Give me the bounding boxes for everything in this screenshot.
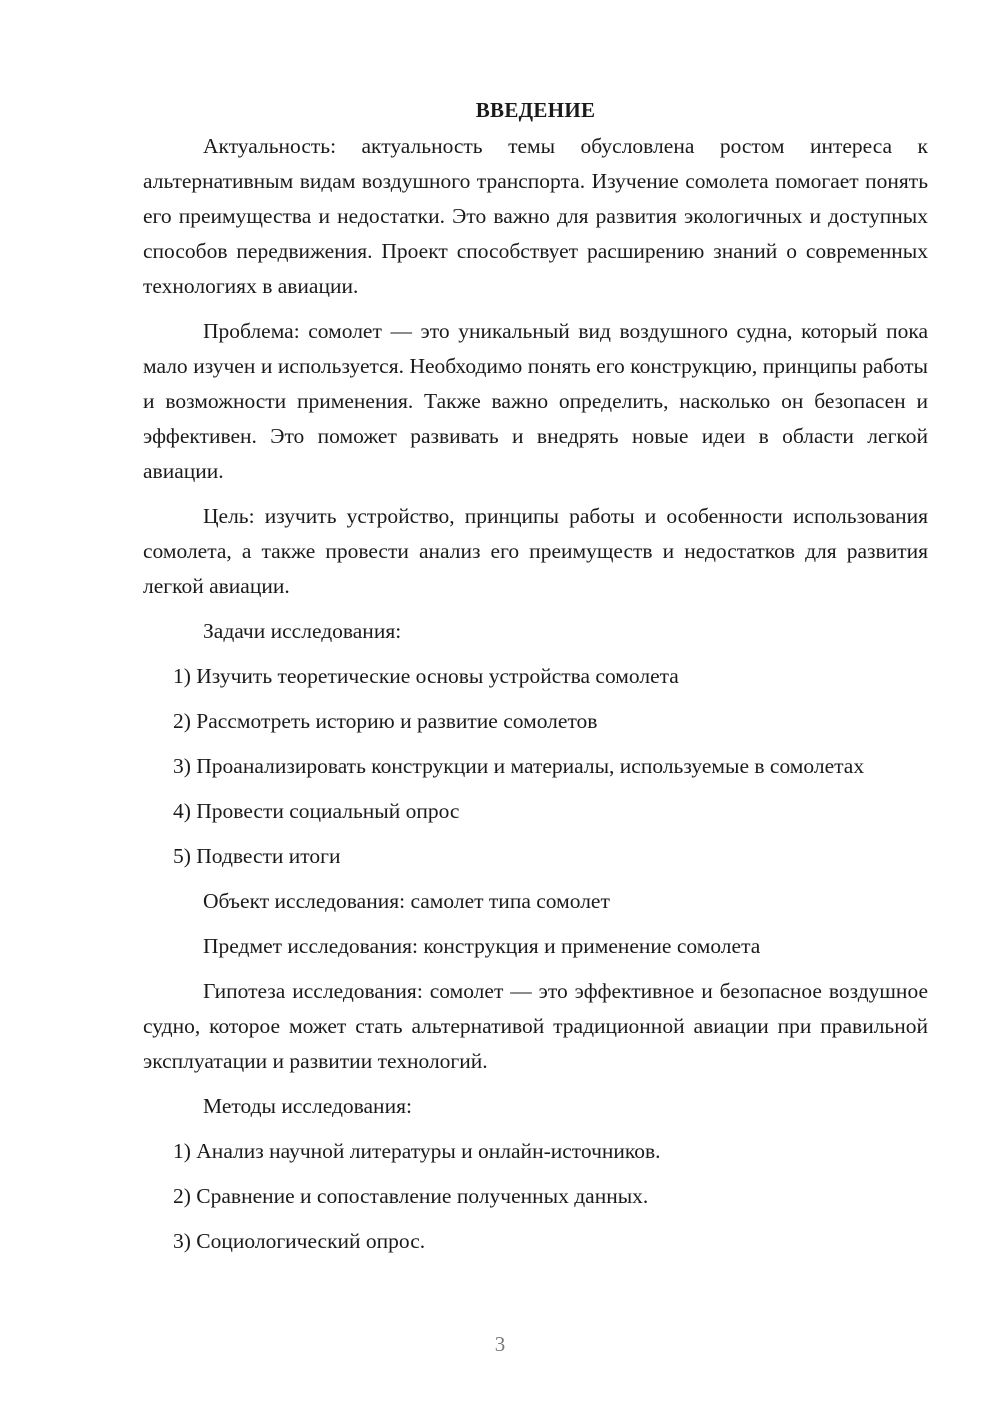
method-item: 1) Анализ научной литературы и онлайн-источников. [173, 1139, 661, 1163]
goal-paragraph: Цель: изучить устройство, принципы работы и особенности использования сомолета, а также провести анализ его преимуществ и недостатков для развития легкой авиации. [143, 504, 928, 598]
task-item: 5) Подвести итоги [173, 844, 341, 868]
method-item: 3) Социологический опрос. [173, 1229, 426, 1253]
problem-paragraph: Проблема: сомолет — это уникальный вид воздушного судна, который пока мало изучен и используется. Необходимо понять его конструкцию, принципы работы и возможности применения. Также важно определить, насколько он безопасен и эффективен. Это поможет развивать и внедрять новые идеи в области легкой авиации. [143, 319, 928, 483]
tasks-heading: Задачи исследования: [203, 619, 402, 643]
method-item: 2) Сравнение и сопоставление полученных данных. [173, 1184, 649, 1208]
task-item: 4) Провести социальный опрос [173, 799, 460, 823]
section-title: ВВЕДЕНИЕ [475, 98, 596, 122]
subject-line: Предмет исследования: конструкция и применение сомолета [203, 934, 761, 958]
task-item: 2) Рассмотреть историю и развитие сомолетов [173, 709, 598, 733]
methods-heading: Методы исследования: [203, 1094, 412, 1118]
page-number: 3 [494, 1332, 506, 1356]
hypothesis-paragraph: Гипотеза исследования: сомолет — это эффективное и безопасное воздушное судно, которое может стать альтернативой традиционной авиации при правильной эксплуатации и развитии технологий. [143, 979, 928, 1073]
task-item: 1) Изучить теоретические основы устройства сомолета [173, 664, 679, 688]
object-line: Объект исследования: самолет типа сомолет [203, 889, 610, 913]
relevance-paragraph: Актуальность: актуальность темы обусловлена ростом интереса к альтернативным видам воздушного транспорта. Изучение сомолета помогает понять его преимущества и недостатки. Это важно для развития экологичных и доступных способов передвижения. Проект способствует расширению знаний о современных технологиях в авиации. [143, 134, 928, 298]
task-item: 3) Проанализировать конструкции и материалы, используемые в сомолетах [173, 754, 865, 778]
document-page [143, 93, 928, 1269]
